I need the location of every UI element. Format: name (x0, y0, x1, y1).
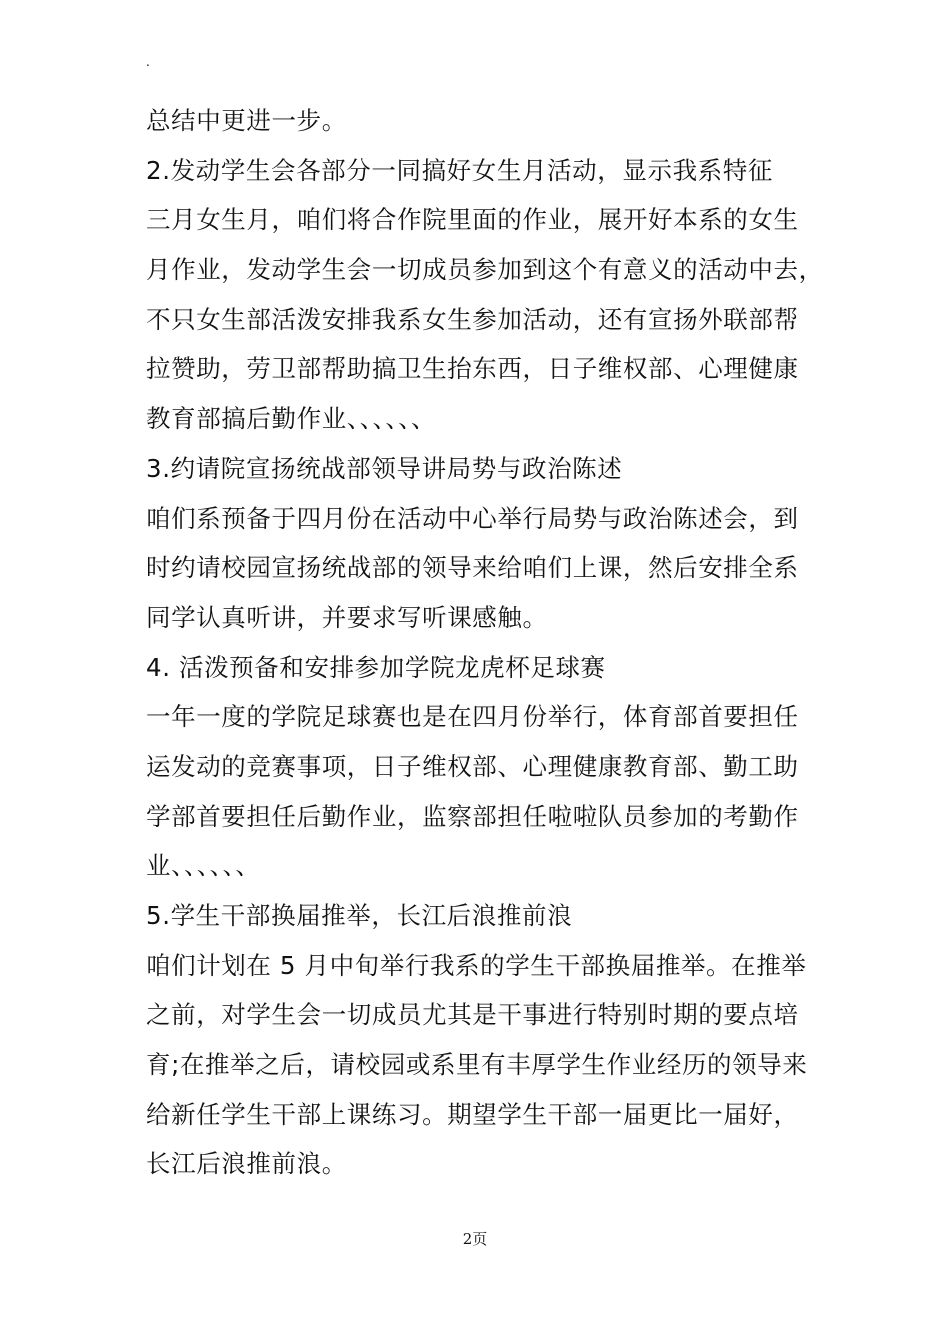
header-mark: . (146, 55, 150, 69)
body-line: 学部首要担任后勤作业，监察部担任啦啦队员参加的考勤作 (146, 801, 799, 831)
body-line: 不只女生部活泼安排我系女生参加活动，还有宣扬外联部帮 (146, 304, 799, 334)
body-line: 咱们计划在 5 月中旬举行我系的学生干部换届推举。在推举 (146, 950, 807, 980)
body-line: 长江后浪推前浪。 (146, 1149, 347, 1179)
body-line: 业、、、、、、 (146, 851, 261, 881)
body-line: 给新任学生干部上课练习。期望学生干部一届更比一届好， (146, 1099, 799, 1129)
body-line: 三月女生月，咱们将合作院里面的作业，展开好本系的女生 (146, 205, 799, 235)
body-line: 育;在推举之后，请校园或系里有丰厚学生作业经历的领导来 (146, 1050, 808, 1080)
body-line: 咱们系预备于四月份在活动中心举行局势与政治陈述会，到 (146, 503, 799, 533)
section-heading-5: 5.学生干部换届推举，长江后浪推前浪 (146, 901, 573, 930)
body-line: 拉赞助，劳卫部帮助搞卫生抬东西，日子维权部、心理健康 (146, 354, 799, 384)
body-line: 时约请校园宣扬统战部的领导来给咱们上课，然后安排全系 (146, 553, 799, 583)
body-line: 教育部搞后勤作业、、、、、、 (146, 404, 437, 434)
section-heading-3: 3.约请院宣扬统战部领导讲局势与政治陈述 (146, 453, 623, 483)
document-body (146, 96, 824, 1189)
body-line: 一年一度的学院足球赛也是在四月份举行，体育部首要担任 (146, 702, 799, 732)
body-line: 总结中更进一步。 (146, 106, 347, 135)
body-line: 月作业，发动学生会一切成员参加到这个有意义的活动中去， (146, 255, 824, 285)
body-line: 同学认真听讲，并要求写听课感触。 (146, 602, 548, 632)
section-heading-4: 4. 活泼预备和安排参加学院龙虎杯足球赛 (146, 652, 606, 682)
section-heading-2: 2.发动学生会各部分一同搞好女生月活动，显示我系特征 (146, 155, 773, 185)
body-line: 之前，对学生会一切成员尤其是干事进行特别时期的要点培 (146, 1000, 799, 1030)
body-line: 运发动的竞赛事项，日子维权部、心理健康教育部、勤工助 (146, 751, 799, 781)
page-number: 2页 (462, 1230, 488, 1248)
